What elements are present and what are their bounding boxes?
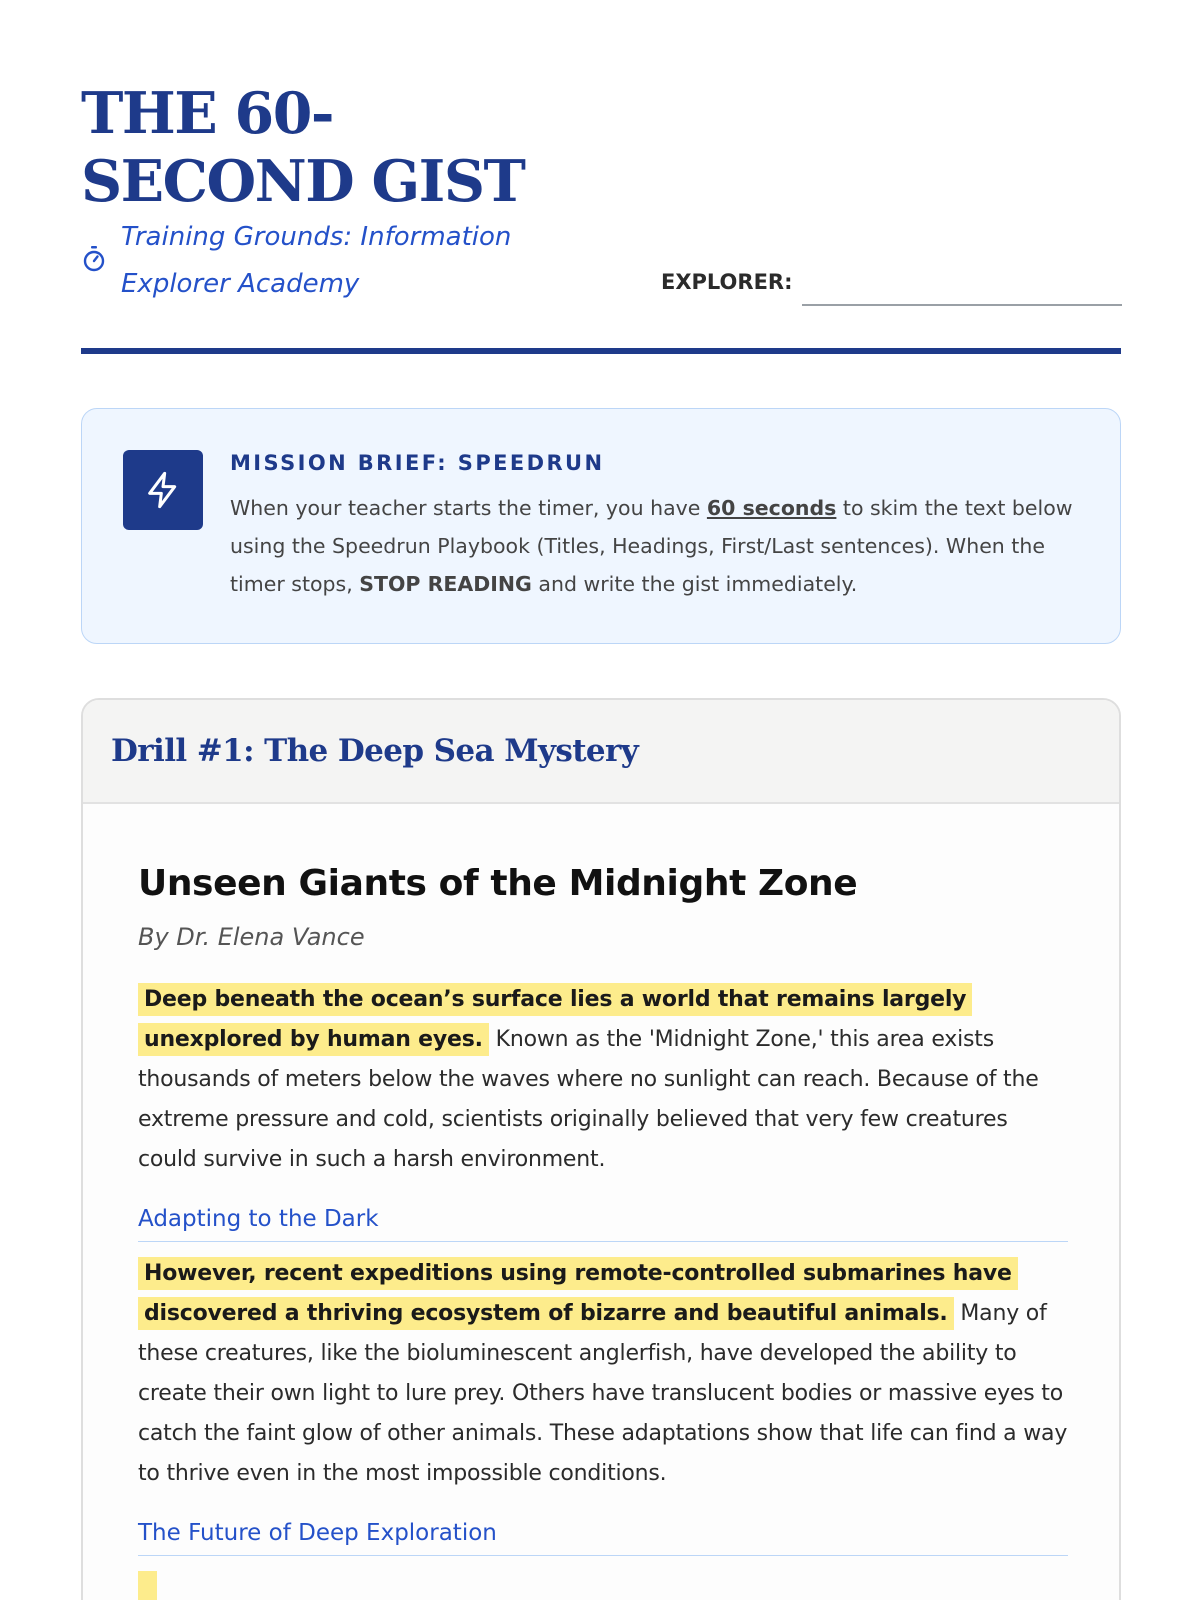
section-heading: Adapting to the Dark bbox=[138, 1202, 1068, 1242]
highlighted-sentence-partial bbox=[138, 1571, 157, 1600]
brief-emphasis-stop: STOP READING bbox=[359, 572, 532, 596]
drill-article bbox=[83, 804, 1119, 1600]
article-paragraph bbox=[138, 1254, 1068, 1494]
header-divider bbox=[81, 348, 1121, 354]
article-paragraph bbox=[138, 980, 1068, 1180]
section-heading: The Future of Deep Exploration bbox=[138, 1516, 1068, 1556]
mission-brief-heading: MISSION BRIEF: SPEEDRUN bbox=[230, 451, 605, 475]
explorer-label: EXPLORER: bbox=[661, 270, 793, 294]
brief-text-before: When your teacher starts the timer, you have bbox=[230, 496, 707, 520]
page-subtitle: Training Grounds: Information Explorer Academy bbox=[121, 222, 512, 299]
drill-header bbox=[83, 700, 1119, 804]
page-title: THE 60-SECOND GIST bbox=[81, 80, 525, 215]
brief-emphasis-time: 60 seconds bbox=[706, 496, 837, 520]
article-title: Unseen Giants of the Midnight Zone bbox=[138, 863, 858, 904]
explorer-name-field[interactable] bbox=[802, 304, 1122, 306]
article-paragraph bbox=[138, 1568, 1068, 1600]
subtitle-row bbox=[81, 214, 601, 308]
brief-text-middle: to skim the text below using the Speedrun Playbook (Titles, Headings, First/Last sentences). When the timer stops, bbox=[230, 496, 1073, 596]
brief-text-after: and write the gist immediately. bbox=[531, 572, 858, 596]
highlighted-sentence: However, recent expeditions using remote-controlled submarines have discovered a thriving ecosystem of bizarre and beautiful animals. bbox=[138, 1257, 1018, 1330]
drill-card bbox=[81, 698, 1121, 1600]
stopwatch-icon bbox=[81, 244, 107, 274]
paragraph-rest: Many of these creatures, like the bioluminescent anglerfish, have developed the ability to create their own light to lure prey. Others have translucent bodies or massive eyes to catch the faint glow of other animals. These adaptations show that life can find a way to thrive even in the most impossible conditions. bbox=[138, 1301, 1068, 1486]
article-byline: By Dr. Elena Vance bbox=[138, 923, 365, 951]
highlighted-sentence: Deep beneath the ocean’s surface lies a world that remains largely unexplored by human eyes. bbox=[138, 983, 972, 1056]
lightning-glyph bbox=[143, 470, 183, 510]
worksheet-page bbox=[81, 0, 1121, 1600]
mission-brief-text bbox=[230, 489, 1090, 603]
worksheet-header bbox=[81, 0, 1121, 356]
mission-brief-box bbox=[81, 408, 1121, 644]
drill-title: Drill #1: The Deep Sea Mystery bbox=[111, 733, 639, 769]
lightning-icon bbox=[123, 450, 203, 530]
paragraph-rest: Known as the 'Midnight Zone,' this area exists thousands of meters below the waves where no sunlight can reach. Because of the extreme pressure and cold, scientists originally believed that very few creatures could survive in such a harsh environment. bbox=[138, 1027, 1039, 1172]
